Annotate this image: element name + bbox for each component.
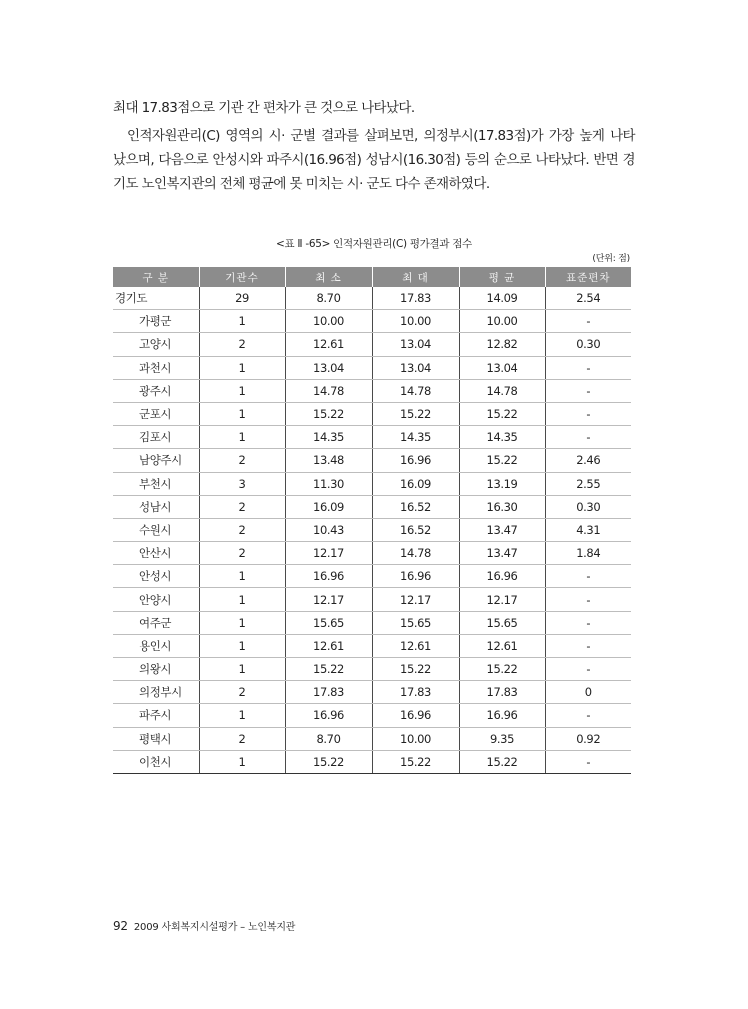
cell-stddev: 4.31 — [545, 518, 631, 541]
header-max: 최 대 — [372, 267, 459, 287]
header-category: 구 분 — [113, 267, 199, 287]
table-row — [113, 518, 631, 541]
cell-region: 가평군 — [113, 310, 199, 333]
cell-max: 15.65 — [372, 611, 459, 634]
cell-min: 16.09 — [285, 495, 372, 518]
cell-region: 김포시 — [113, 426, 199, 449]
cell-stddev: - — [545, 634, 631, 657]
cell-count: 1 — [199, 658, 285, 681]
cell-count: 1 — [199, 565, 285, 588]
cell-region: 의정부시 — [113, 681, 199, 704]
table-row — [113, 356, 631, 379]
cell-region: 안산시 — [113, 542, 199, 565]
cell-min: 12.17 — [285, 588, 372, 611]
cell-min: 16.96 — [285, 565, 372, 588]
cell-count: 1 — [199, 750, 285, 773]
cell-region: 군포시 — [113, 402, 199, 425]
cell-min: 12.17 — [285, 542, 372, 565]
cell-stddev: 0.30 — [545, 495, 631, 518]
cell-stddev: - — [545, 310, 631, 333]
cell-max: 16.96 — [372, 565, 459, 588]
table-row — [113, 727, 631, 750]
cell-max: 15.22 — [372, 750, 459, 773]
cell-mean: 16.96 — [459, 704, 545, 727]
cell-min: 11.30 — [285, 472, 372, 495]
cell-mean: 14.35 — [459, 426, 545, 449]
cell-mean: 12.61 — [459, 634, 545, 657]
cell-max: 12.61 — [372, 634, 459, 657]
cell-count: 1 — [199, 402, 285, 425]
cell-mean: 15.22 — [459, 658, 545, 681]
cell-max: 16.09 — [372, 472, 459, 495]
cell-region: 수원시 — [113, 518, 199, 541]
cell-mean: 17.83 — [459, 681, 545, 704]
cell-count: 1 — [199, 588, 285, 611]
cell-region: 고양시 — [113, 333, 199, 356]
cell-mean: 16.96 — [459, 565, 545, 588]
cell-min: 13.48 — [285, 449, 372, 472]
cell-count: 1 — [199, 634, 285, 657]
cell-mean: 16.30 — [459, 495, 545, 518]
cell-max: 10.00 — [372, 310, 459, 333]
cell-min: 14.35 — [285, 426, 372, 449]
table-row — [113, 426, 631, 449]
table-row — [113, 495, 631, 518]
cell-region: 이천시 — [113, 750, 199, 773]
cell-min: 10.00 — [285, 310, 372, 333]
cell-count: 2 — [199, 333, 285, 356]
cell-stddev: - — [545, 588, 631, 611]
cell-stddev: 0.92 — [545, 727, 631, 750]
cell-mean: 13.47 — [459, 542, 545, 565]
cell-max: 16.52 — [372, 518, 459, 541]
cell-count: 2 — [199, 681, 285, 704]
page-footer — [113, 918, 295, 933]
cell-stddev: 2.46 — [545, 449, 631, 472]
cell-mean: 14.78 — [459, 379, 545, 402]
cell-max: 15.22 — [372, 658, 459, 681]
cell-count: 2 — [199, 542, 285, 565]
cell-min: 15.22 — [285, 658, 372, 681]
cell-min: 16.96 — [285, 704, 372, 727]
body-line: 났으며, 다음으로 안성시와 파주시(16.96점) 성남시(16.30점) 등의 순으로 나타났다. 반면 경 — [113, 152, 635, 168]
cell-stddev: - — [545, 658, 631, 681]
cell-region: 안성시 — [113, 565, 199, 588]
cell-stddev: 2.55 — [545, 472, 631, 495]
unit-note: (단위: 점) — [592, 254, 630, 264]
body-line: 최대 17.83점으로 기관 간 편차가 큰 것으로 나타났다. — [113, 100, 415, 116]
cell-mean: 13.19 — [459, 472, 545, 495]
cell-stddev: 1.84 — [545, 542, 631, 565]
table-body — [113, 287, 631, 773]
cell-min: 12.61 — [285, 634, 372, 657]
cell-region: 파주시 — [113, 704, 199, 727]
cell-max: 14.78 — [372, 379, 459, 402]
cell-stddev: 2.54 — [545, 287, 631, 310]
table-row — [113, 310, 631, 333]
cell-stddev: - — [545, 402, 631, 425]
cell-stddev: 0.30 — [545, 333, 631, 356]
cell-region: 용인시 — [113, 634, 199, 657]
cell-stddev: - — [545, 750, 631, 773]
cell-max: 17.83 — [372, 681, 459, 704]
table-row — [113, 681, 631, 704]
cell-mean: 14.09 — [459, 287, 545, 310]
cell-min: 12.61 — [285, 333, 372, 356]
cell-mean: 15.65 — [459, 611, 545, 634]
score-table — [113, 267, 631, 774]
cell-stddev: - — [545, 704, 631, 727]
cell-max: 10.00 — [372, 727, 459, 750]
page-number: 92 — [113, 919, 128, 933]
table-row — [113, 750, 631, 773]
cell-min: 15.22 — [285, 402, 372, 425]
cell-region: 남양주시 — [113, 449, 199, 472]
cell-mean: 12.17 — [459, 588, 545, 611]
cell-region: 의왕시 — [113, 658, 199, 681]
cell-min: 17.83 — [285, 681, 372, 704]
table-row — [113, 611, 631, 634]
cell-count: 1 — [199, 426, 285, 449]
cell-region: 경기도 — [113, 287, 199, 310]
header-mean: 평 균 — [459, 267, 545, 287]
body-line: 기도 노인복지관의 전체 평균에 못 미치는 시· 군도 다수 존재하였다. — [113, 176, 490, 192]
cell-count: 1 — [199, 611, 285, 634]
cell-min: 8.70 — [285, 287, 372, 310]
cell-count: 1 — [199, 310, 285, 333]
header-stddev: 표준편차 — [545, 267, 631, 287]
running-title: 2009 사회복지시설평가 – 노인복지관 — [133, 922, 296, 933]
table-row — [113, 634, 631, 657]
cell-mean: 13.47 — [459, 518, 545, 541]
cell-region: 부천시 — [113, 472, 199, 495]
table-row — [113, 565, 631, 588]
cell-count: 2 — [199, 495, 285, 518]
cell-stddev: 0 — [545, 681, 631, 704]
cell-count: 3 — [199, 472, 285, 495]
cell-region: 성남시 — [113, 495, 199, 518]
cell-mean: 15.22 — [459, 750, 545, 773]
cell-count: 1 — [199, 704, 285, 727]
table-row — [113, 333, 631, 356]
cell-region: 평택시 — [113, 727, 199, 750]
cell-max: 12.17 — [372, 588, 459, 611]
cell-region: 과천시 — [113, 356, 199, 379]
cell-max: 14.35 — [372, 426, 459, 449]
cell-stddev: - — [545, 426, 631, 449]
table-row — [113, 658, 631, 681]
cell-min: 13.04 — [285, 356, 372, 379]
cell-mean: 10.00 — [459, 310, 545, 333]
table-header-row — [113, 267, 631, 287]
cell-max: 14.78 — [372, 542, 459, 565]
cell-min: 15.65 — [285, 611, 372, 634]
cell-count: 1 — [199, 379, 285, 402]
cell-mean: 13.04 — [459, 356, 545, 379]
table-row — [113, 588, 631, 611]
header-count: 기관수 — [199, 267, 285, 287]
cell-min: 14.78 — [285, 379, 372, 402]
cell-min: 8.70 — [285, 727, 372, 750]
cell-stddev: - — [545, 379, 631, 402]
cell-max: 16.52 — [372, 495, 459, 518]
cell-min: 15.22 — [285, 750, 372, 773]
cell-region: 광주시 — [113, 379, 199, 402]
table-row — [113, 379, 631, 402]
cell-count: 2 — [199, 449, 285, 472]
body-paragraph-1 — [113, 96, 635, 120]
table-row — [113, 449, 631, 472]
cell-region: 여주군 — [113, 611, 199, 634]
cell-count: 1 — [199, 356, 285, 379]
cell-max: 17.83 — [372, 287, 459, 310]
cell-max: 16.96 — [372, 449, 459, 472]
cell-stddev: - — [545, 565, 631, 588]
table-caption: <표 Ⅱ -65> 인적자원관리(C) 평가결과 점수 — [276, 238, 472, 250]
table-row — [113, 472, 631, 495]
cell-count: 29 — [199, 287, 285, 310]
cell-region: 안양시 — [113, 588, 199, 611]
table-row — [113, 402, 631, 425]
cell-mean: 12.82 — [459, 333, 545, 356]
cell-count: 2 — [199, 727, 285, 750]
header-min: 최 소 — [285, 267, 372, 287]
table-row — [113, 287, 631, 310]
cell-max: 15.22 — [372, 402, 459, 425]
cell-max: 13.04 — [372, 333, 459, 356]
cell-count: 2 — [199, 518, 285, 541]
table-row — [113, 704, 631, 727]
cell-stddev: - — [545, 356, 631, 379]
cell-stddev: - — [545, 611, 631, 634]
cell-mean: 9.35 — [459, 727, 545, 750]
table-row — [113, 542, 631, 565]
cell-min: 10.43 — [285, 518, 372, 541]
cell-max: 16.96 — [372, 704, 459, 727]
cell-mean: 15.22 — [459, 449, 545, 472]
body-line: 인적자원관리(C) 영역의 시· 군별 결과를 살펴보면, 의정부시(17.83점)가 가장 높게 나타 — [127, 128, 635, 144]
cell-mean: 15.22 — [459, 402, 545, 425]
cell-max: 13.04 — [372, 356, 459, 379]
body-paragraph-2 — [113, 124, 635, 196]
